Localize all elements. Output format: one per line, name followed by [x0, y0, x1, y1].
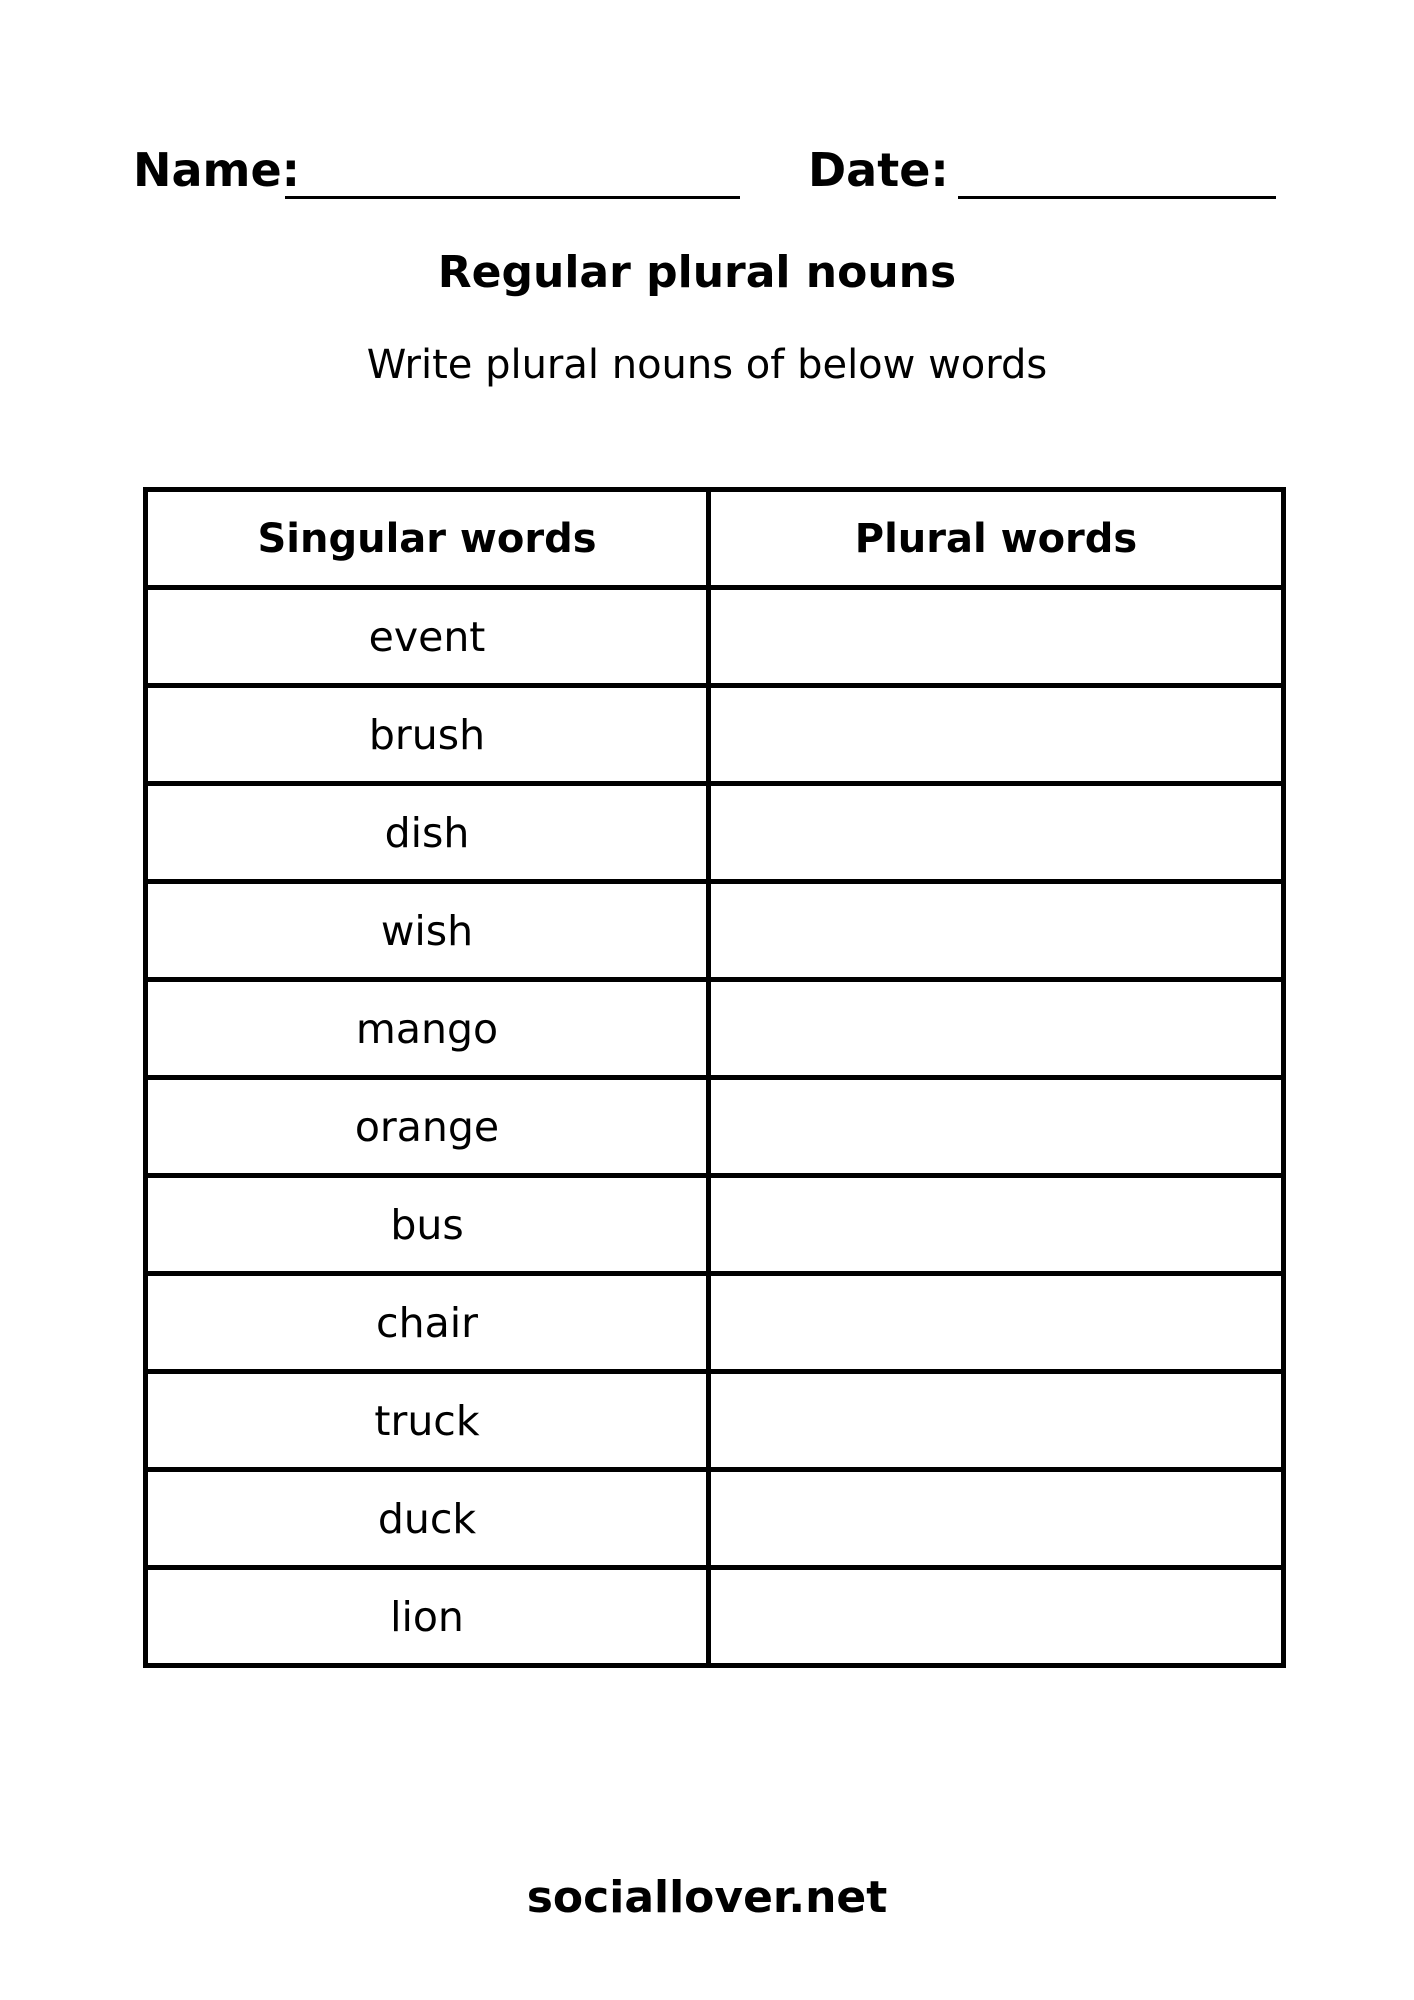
singular-word-cell: duck	[146, 1470, 709, 1568]
name-label: Name:	[133, 143, 301, 197]
singular-word-cell: event	[146, 588, 709, 686]
table-row	[146, 980, 1284, 1078]
footer-site-name: sociallover.net	[526, 1872, 888, 1923]
name-date-header	[0, 140, 1414, 210]
plural-answer-cell[interactable]	[709, 588, 1284, 686]
plural-answer-cell[interactable]	[709, 1176, 1284, 1274]
singular-word-cell: bus	[146, 1176, 709, 1274]
column-header-plural: Plural words	[709, 490, 1284, 588]
plural-answer-cell[interactable]	[709, 882, 1284, 980]
table-row	[146, 1176, 1284, 1274]
singular-word-cell: dish	[146, 784, 709, 882]
table-row	[146, 882, 1284, 980]
singular-word-cell: brush	[146, 686, 709, 784]
plural-answer-cell[interactable]	[709, 1078, 1284, 1176]
plural-answer-cell[interactable]	[709, 686, 1284, 784]
singular-word-cell: lion	[146, 1568, 709, 1666]
plural-answer-cell[interactable]	[709, 1470, 1284, 1568]
worksheet-instruction: Write plural nouns of below words	[366, 342, 1048, 388]
table-row	[146, 1078, 1284, 1176]
plural-answer-cell[interactable]	[709, 1372, 1284, 1470]
column-header-singular: Singular words	[146, 490, 709, 588]
singular-word-cell: mango	[146, 980, 709, 1078]
plural-answer-cell[interactable]	[709, 1274, 1284, 1372]
plural-answer-cell[interactable]	[709, 784, 1284, 882]
singular-word-cell: orange	[146, 1078, 709, 1176]
singular-word-cell: chair	[146, 1274, 709, 1372]
plural-answer-cell[interactable]	[709, 980, 1284, 1078]
table-header-row	[146, 490, 1284, 588]
table-row	[146, 588, 1284, 686]
name-blank-line[interactable]	[285, 196, 740, 199]
plural-nouns-table	[143, 487, 1286, 1668]
worksheet-title: Regular plural nouns	[437, 247, 957, 298]
date-blank-line[interactable]	[958, 196, 1276, 199]
table-row	[146, 1470, 1284, 1568]
table-row	[146, 1372, 1284, 1470]
table-row	[146, 784, 1284, 882]
table-row	[146, 1274, 1284, 1372]
singular-word-cell: truck	[146, 1372, 709, 1470]
date-label: Date:	[808, 143, 949, 197]
singular-word-cell: wish	[146, 882, 709, 980]
plural-nouns-table-container	[143, 487, 1281, 1668]
table-row	[146, 1568, 1284, 1666]
table-row	[146, 686, 1284, 784]
plural-answer-cell[interactable]	[709, 1568, 1284, 1666]
